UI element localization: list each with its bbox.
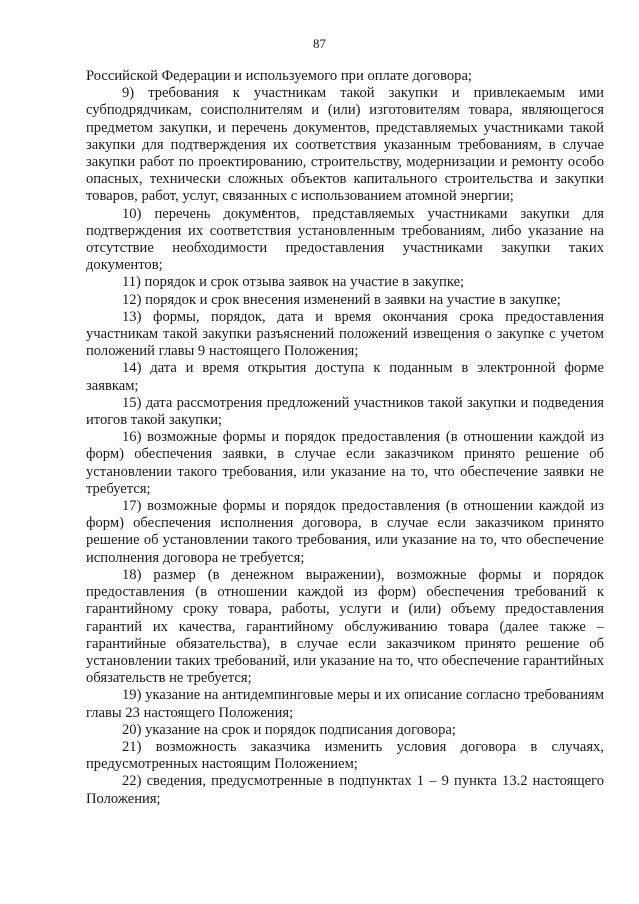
- document-body: [86, 68, 604, 808]
- list-item-17: 17) возможные формы и порядок предоставления (в отношении каждой из форм) обеспечения исполнения договора, в случае если заказчиком принято решение об установлении такого требования, или указание на то, что обеспечение исполнения договора не требуется;: [86, 498, 604, 566]
- list-item-20: 20) указание на срок и порядок подписания договора;: [122, 721, 456, 738]
- list-item-11: 11) порядок и срок отзыва заявок на участие в закупке;: [122, 274, 465, 291]
- list-item-15: 15) дата рассмотрения предложений участников такой закупки и подведения итогов такой закупки;: [86, 394, 604, 429]
- list-item-18: 18) размер (в денежном выражении), возможные формы и порядок предоставления (в отношении каждой из форм) обеспечения требований к гарантийному сроку товара, работы, услуги и (или) объему предоставления гарантий их качества, гарантийному обслуживанию товара (далее также – гарантийные обязательства), в случае если заказчиком принято решение об установлении таких требований, или указание на то, что обеспечение гарантийных обязательств не требуется;: [86, 566, 604, 687]
- paragraph-continuation: Российской Федерации и используемого при оплате договора;: [86, 68, 472, 84]
- list-item-22: 22) сведения, предусмотренные в подпунктах 1 – 9 пункта 13.2 настоящего Положения;: [86, 773, 604, 807]
- list-item-13: 13) формы, порядок, дата и время окончания срока предоставления участникам такой закупки разъяснений положений извещения о закупке с учетом положений главы 9 настоящего Положения;: [86, 308, 604, 360]
- list-item-9: 9) требования к участникам такой закупки и привлекаемым ими субподрядчикам, соисполнителям и (или) изготовителям товара, являющегося предметом закупки, и перечень документов, представляемых участниками такой закупки для подтверждения их соответствия указанным требованиям, в случае закупки работ по проектированию, строительству, модернизации и ремонту особо опасных, технически сложных объектов капитального строительства и закупки товаров, работ, услуг, связанных с использованием атомной энергии;: [86, 85, 604, 205]
- list-item-10: 10) перечень документов, представляемых участниками закупки для подтверждения их соответствия установленным требованиям, либо указание на отсутствие необходимости предоставления участниками закупки таких документов;: [86, 205, 604, 274]
- list-item-12: 12) порядок и срок внесения изменений в заявки на участие в закупке;: [122, 291, 561, 308]
- list-item-14: 14) дата и время открытия доступа к поданным в электронной форме заявкам;: [86, 360, 604, 394]
- list-item-16: 16) возможные формы и порядок предоставления (в отношении каждой из форм) обеспечения заявки, в случае если заказчиком принято решение об установлении такого требования, или указание на то, что обеспечение заявки не требуется;: [86, 429, 604, 497]
- list-item-21: 21) возможность заказчика изменить условия договора в случаях, предусмотренных настоящим Положением;: [86, 738, 604, 773]
- page-number: 87: [313, 36, 326, 51]
- list-item-19: 19) указание на антидемпинговые меры и их описание согласно требованиям главы 23 настоящего Положения;: [86, 687, 604, 721]
